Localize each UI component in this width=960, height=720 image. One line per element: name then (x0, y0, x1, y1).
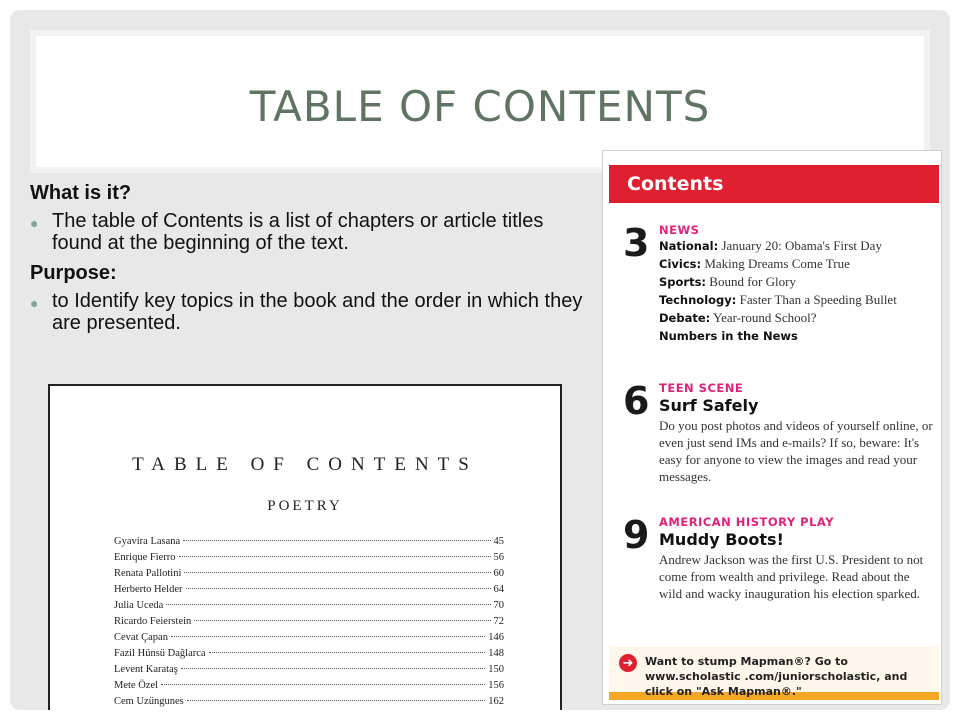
toc-leader-dots (161, 684, 485, 685)
news-line-key: Debate: (659, 311, 711, 325)
section-number: 9 (623, 513, 650, 557)
purpose-bullet-text: to Identify key topics in the book and the order in which they are presented. (52, 290, 583, 334)
toc-entry-name: Fazil Hünsü Dağlarca (114, 648, 206, 659)
footer-text: Want to stump Mapman®? Go to www.scholastic .com/juniorscholastic, and click on "Ask Mapman®." (645, 655, 908, 698)
toc-entry (114, 664, 504, 680)
feature-title: Muddy Boots! (659, 530, 784, 549)
toc-entry (114, 536, 504, 552)
news-line-key: National: (659, 239, 719, 253)
book-toc-subtitle: POETRY (267, 498, 343, 514)
magazine-header: Contents (609, 165, 939, 203)
section-number: 3 (623, 221, 650, 265)
toc-leader-dots (166, 604, 490, 605)
toc-leader-dots (194, 620, 490, 621)
feature-body: Andrew Jackson was the first U.S. President to not come from wealth and privilege. Read about the wild and wacky inauguration his election sparked. (659, 552, 924, 601)
toc-entry (114, 584, 504, 600)
feature-title: Surf Safely (659, 396, 759, 415)
news-line-text: Year-round School? (710, 310, 817, 325)
bullet-item (30, 210, 590, 254)
toc-entry-page: 45 (493, 536, 504, 547)
news-line-key: Technology: (659, 293, 737, 307)
news-line-text: Making Dreams Come True (701, 256, 850, 271)
news-line-text: January 20: Obama's First Day (718, 238, 882, 253)
toc-entry-name: Cem Uzüngunes (114, 696, 184, 707)
toc-entry-name: Gyavira Lasana (114, 536, 181, 547)
section-content (659, 223, 935, 345)
toc-entry-name: Enrique Fierro (114, 552, 176, 563)
slide (10, 10, 950, 710)
book-toc-title: TABLE OF CONTENTS (132, 454, 478, 475)
toc-entry (114, 680, 504, 696)
what-bullet-text: The table of Contents is a list of chapters or article titles found at the beginning of the text. (52, 210, 544, 254)
toc-entry-page: 70 (493, 600, 504, 611)
news-line (659, 309, 935, 327)
toc-entry-page: 60 (493, 568, 504, 579)
toc-entry-name: Levent Karataş (114, 664, 178, 675)
toc-entry (114, 552, 504, 568)
bullet-icon: ● (30, 295, 39, 311)
news-line (659, 255, 935, 273)
news-line-key: Sports: (659, 275, 707, 289)
body-text (30, 182, 590, 342)
news-line-text: Bound for Glory (706, 274, 796, 289)
what-heading: What is it? (30, 182, 132, 204)
toc-entry-page: 162 (488, 696, 504, 707)
toc-entry-page: 64 (493, 584, 504, 595)
section-content (659, 515, 935, 602)
toc-leader-dots (179, 556, 491, 557)
toc-leader-dots (209, 652, 486, 653)
section-number: 6 (623, 379, 650, 423)
section-label: TEEN SCENE (659, 381, 744, 395)
toc-leader-dots (183, 540, 490, 541)
section-content (659, 381, 935, 485)
toc-entry-name: Ricardo Feierstein (114, 616, 192, 627)
news-line (659, 291, 935, 309)
toc-entry (114, 616, 504, 632)
bullet-icon: ● (30, 215, 39, 231)
toc-entry-page: 150 (488, 664, 504, 675)
toc-entry-page: 148 (488, 648, 504, 659)
toc-entry-page: 156 (488, 680, 504, 691)
news-line-key: Civics: (659, 257, 702, 271)
news-lines (659, 237, 935, 345)
news-line-key: Numbers in the News (659, 329, 798, 343)
toc-entry-name: Julia Uceda (114, 600, 164, 611)
toc-entry-page: 146 (488, 632, 504, 643)
arrow-right-icon: ➜ (619, 654, 637, 672)
toc-leader-dots (181, 668, 485, 669)
toc-entry (114, 600, 504, 616)
feature-body: Do you post photos and videos of yourself online, or even just send IMs and e-mails? If so, beware: It's easy for anyone to view the images and read your messages. (659, 418, 933, 484)
toc-leader-dots (186, 588, 491, 589)
toc-leader-dots (171, 636, 485, 637)
toc-entry (114, 568, 504, 584)
toc-entry-name: Renata Pallotini (114, 568, 182, 579)
magazine-contents-image (602, 150, 942, 705)
section-label: AMERICAN HISTORY PLAY (659, 515, 835, 529)
slide-title: TABLE OF CONTENTS (249, 82, 711, 131)
magazine-footer (609, 646, 939, 700)
news-line (659, 327, 935, 345)
news-line (659, 273, 935, 291)
news-line-text: Faster Than a Speeding Bullet (736, 292, 897, 307)
toc-entry-name: Herberto Helder (114, 584, 183, 595)
purpose-heading: Purpose: (30, 262, 117, 284)
toc-entry-name: Mete Özel (114, 680, 159, 691)
news-line (659, 237, 935, 255)
book-toc-list (114, 536, 504, 710)
toc-leader-dots (187, 700, 486, 701)
toc-entry-page: 56 (493, 552, 504, 563)
toc-entry-name: Cevat Çapan (114, 632, 168, 643)
book-toc-image (48, 384, 562, 710)
toc-entry (114, 648, 504, 664)
toc-entry (114, 632, 504, 648)
bullet-item (30, 290, 590, 334)
toc-leader-dots (184, 572, 490, 573)
section-label: NEWS (659, 223, 700, 237)
toc-entry-page: 72 (493, 616, 504, 627)
toc-entry (114, 696, 504, 710)
